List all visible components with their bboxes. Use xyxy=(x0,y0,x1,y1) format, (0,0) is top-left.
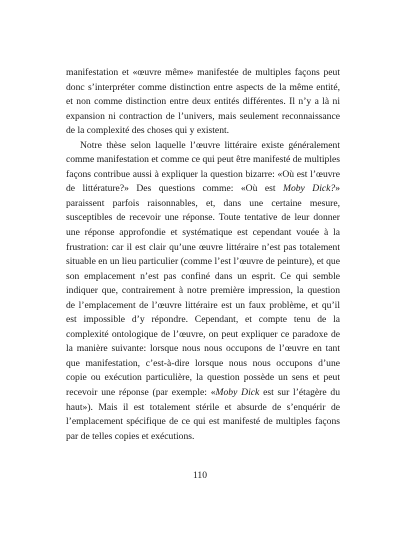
paragraph-2-text-a: Notre thèse selon laquelle l’œuvre littéraire existe généralement comme manifestation et comme ce qui peut être manifesté de multiples façons contribue aussi à expliquer la question bizarre: «Où est l’œuvre de littérature?» Des questions comme: «Où est xyxy=(66,139,340,195)
paragraph-1 xyxy=(66,66,340,139)
paragraph-2-text-c: est sur l’étagère du haut»). Mais il est totalement stérile et absurde de s’enquérir de l’emplacement spécifique de ce qui est manifesté de multiples façons par de telles copies et exécutions. xyxy=(66,387,341,442)
paragraph-2-text-b: » paraissent parfois raisonnables, et, dans une certaine mesure, susceptibles de recevoir une réponse. Toute tentative de leur donner une réponse approfondie et systématique est cependant vouée à la frustration: car il est clair qu’une œuvre littéraire n’est pas totalement situable en un lieu particulier (comme l’est l’œuvre de peinture), et que son emplacement n’est pas confiné dans un esprit. Ce qui semble indiquer que, contrairement à notre première impression, la question de l’emplacement de l’œuvre littéraire est un faux problème, et qu’il est impossible d’y répondre. Cependant, et compte tenu de la complexité ontologique de l’œuvre, on peut expliquer ce paradoxe de la manière suivante: lorsque nous nous occupons de l’œuvre en tant que manifestation, c’est-à-dire lorsque nous nous occupons d’une copie ou exécution particulière, la question possède un sens et peut recevoir une réponse (par exemple: « xyxy=(66,183,340,399)
paragraph-2-italic-title-b: Moby Dick xyxy=(215,387,260,399)
body-text xyxy=(66,66,340,444)
paragraph-2-italic-title-a: Moby Dick? xyxy=(282,183,336,195)
page-number: 110 xyxy=(192,470,208,481)
paragraph-1-text: manifestation et «œuvre même» manifestée de multiples façons peut donc s’interpréter comme distinction entre aspects de la même entité, et non comme distinction entre deux entités différentes. Il n’y a là ni expansion ni contraction de l’univers, mais seulement reconnaissance de la complexité des choses qui y existent. xyxy=(66,67,340,137)
paragraph-2 xyxy=(66,139,340,444)
